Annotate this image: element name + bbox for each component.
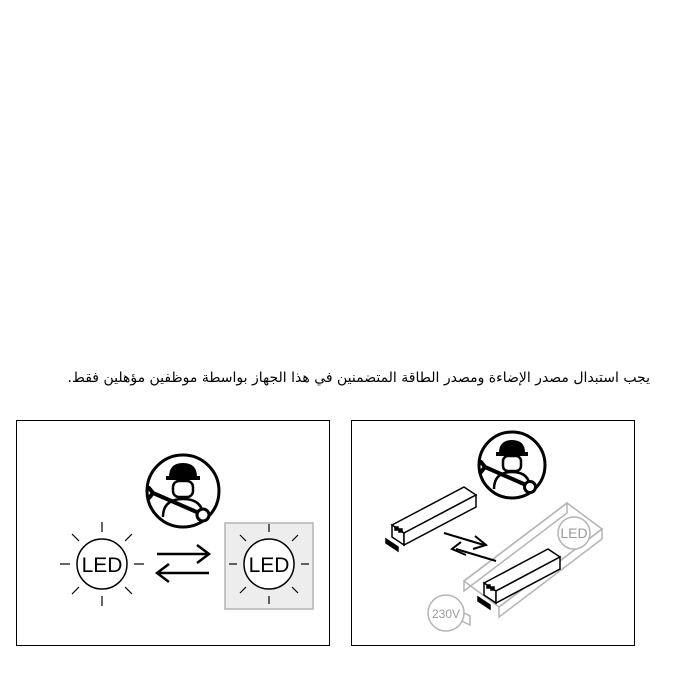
old-lamp-label: LED xyxy=(81,554,123,577)
swap-arrows-icon xyxy=(157,545,209,582)
technician-icon xyxy=(147,455,219,527)
swap-arrows-icon xyxy=(444,533,496,561)
light-source-illustration xyxy=(17,421,329,645)
control-gear-replacement-panel xyxy=(351,420,635,646)
light-source-replacement-panel xyxy=(16,420,330,646)
led-badge-icon xyxy=(558,517,590,549)
new-driver-box-icon xyxy=(478,549,560,609)
old-driver-box-icon xyxy=(386,487,476,551)
control-gear-illustration xyxy=(352,421,634,645)
voltage-label: 230V xyxy=(431,607,461,621)
voltage-badge-icon xyxy=(428,595,464,631)
technician-icon xyxy=(479,432,545,498)
housing-led-label: LED xyxy=(560,525,588,541)
replacement-notice: يجب استبدال مصدر الإضاءة ومصدر الطاقة المتضمنين في هذا الجهاز بواسطة موظفين مؤهلين فقط. xyxy=(67,370,650,386)
new-led-lamp-icon xyxy=(225,523,313,609)
new-lamp-label: LED xyxy=(248,554,290,577)
led-lamp-icon xyxy=(60,522,144,606)
